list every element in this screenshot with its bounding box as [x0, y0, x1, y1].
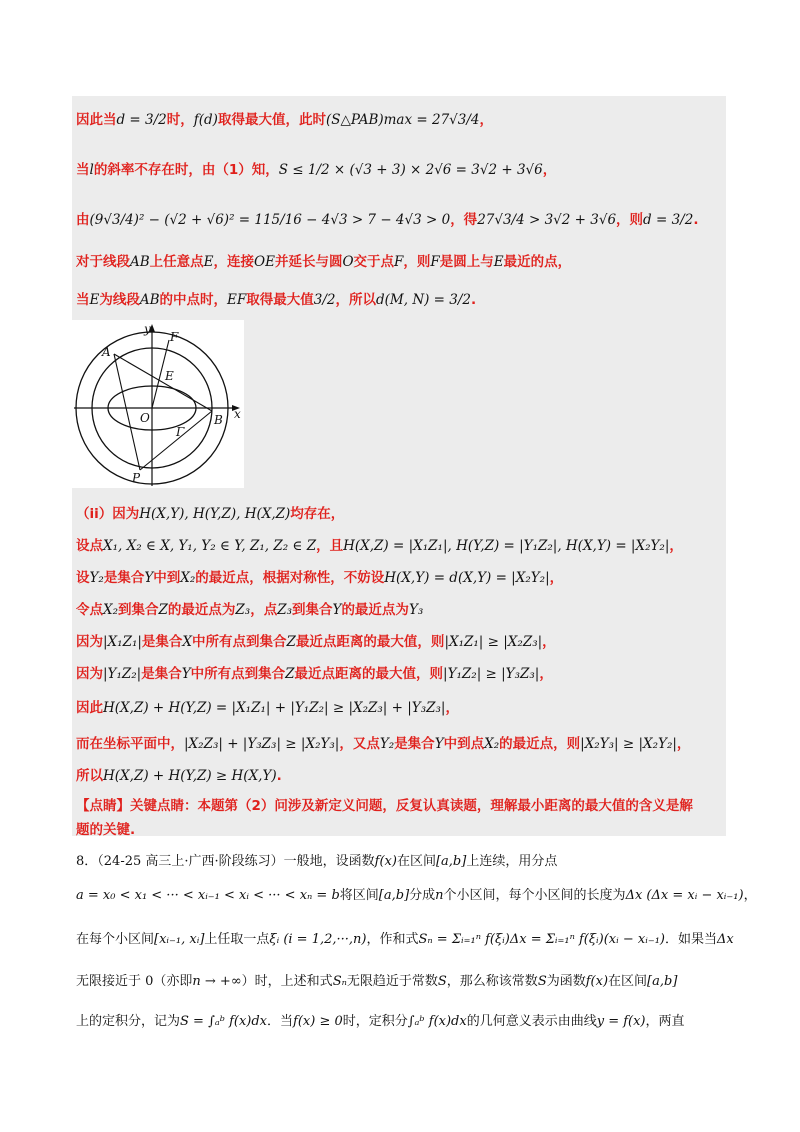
label-gamma: Γ: [176, 425, 185, 439]
text: ，所以: [335, 292, 376, 308]
formula: Y₃: [408, 602, 424, 618]
formula: H(X,Z) + H(Y,Z) ≥ H(X,Y): [103, 768, 277, 784]
formula: O: [342, 254, 354, 270]
formula: f(x): [585, 974, 609, 989]
text: 是集合: [103, 570, 145, 586]
solution-line-4: [76, 250, 571, 270]
formula: E: [493, 254, 504, 270]
formula: d = 3/2: [116, 112, 167, 128]
text: ，连接: [213, 254, 255, 270]
formula: S ≤ 1/2 × (√3 + 3) × 2√6 = 3√2 + 3√6: [278, 162, 543, 178]
text: 中到: [153, 570, 181, 586]
formula: Z₃: [235, 602, 251, 618]
segment-ap: [114, 354, 140, 470]
text: 因此当: [76, 112, 117, 128]
text: ，则: [403, 254, 431, 270]
text: ，: [743, 888, 757, 903]
formula: |X₂Z₃| + |Y₃Z₃| ≥ |X₂Y₃|: [184, 736, 340, 752]
text: 时，: [166, 112, 194, 128]
solution-line-11: [76, 662, 553, 682]
formula: [a,b]: [435, 854, 467, 869]
formula: |Y₁Z₂| ≥ |Y₃Z₃|: [443, 666, 540, 682]
label-x: x: [234, 407, 241, 421]
solution-line-3: [76, 208, 698, 228]
text: ，作和式: [366, 932, 419, 947]
text: 将区间: [339, 888, 379, 903]
text: 取得最大值: [246, 292, 314, 308]
formula: |X₂Y₃| ≥ |X₂Y₂|: [580, 736, 677, 752]
text: .: [471, 292, 477, 308]
formula: Y: [144, 570, 154, 586]
text: 到集合: [118, 602, 159, 618]
formula: Y₂: [379, 736, 395, 752]
formula: S: [437, 974, 447, 989]
formula: f(x): [374, 854, 397, 869]
text: ，: [445, 700, 459, 716]
formula: Z: [286, 634, 296, 650]
solution-line-14: [76, 764, 282, 784]
key-point-line-2: 题的关键.: [76, 822, 136, 838]
text: 上任意点: [149, 254, 204, 270]
geometry-figure: [72, 320, 244, 488]
solution-line-1: [76, 108, 493, 128]
key-point-line-1: 【点睛】关键点睛：本题第（2）问涉及新定义问题，反复认真读题，理解最小距离的最大值的含义是解: [76, 798, 693, 814]
formula: ξᵢ (i = 1,2,···,n): [269, 932, 367, 947]
solution-line-5: [76, 288, 476, 308]
formula: X₂: [484, 736, 500, 752]
formula: d = 3/2: [643, 212, 694, 228]
problem-line-4: [76, 970, 736, 989]
text: ，: [542, 162, 557, 178]
text: ．如果当: [665, 932, 718, 947]
formula: n → +∞: [192, 974, 242, 989]
text: 令点: [76, 602, 103, 618]
text: 的中点时，: [159, 292, 228, 308]
formula: S: [537, 974, 547, 989]
formula: Z: [158, 602, 168, 618]
text: .: [693, 212, 699, 228]
text: 的最近点，根据对称性，不妨设: [195, 570, 385, 586]
formula: [a,b]: [647, 974, 678, 989]
text: 最近点距离的最大值，则: [295, 634, 445, 650]
text: 在每个小区间: [76, 932, 155, 947]
formula: F: [430, 254, 440, 270]
formula: E: [203, 254, 214, 270]
formula: Y₂: [89, 570, 104, 586]
formula: Δx: [717, 932, 734, 947]
text: ，且: [316, 538, 344, 554]
formula: Z: [285, 666, 295, 682]
formula: Z₃: [277, 602, 293, 618]
text: ，: [542, 634, 556, 650]
formula: a = x₀ < x₁ < ··· < xᵢ₋₁ < xᵢ < ··· < xₙ = b: [76, 888, 340, 903]
text: 并延长与圆: [274, 254, 343, 270]
text: ，: [669, 538, 683, 554]
formula: f(x) ≥ 0: [293, 1014, 343, 1029]
formula: X₁, X₂ ∈ X, Y₁, Y₂ ∈ Y, Z₁, Z₂ ∈ Z: [103, 538, 317, 554]
formula: X₂: [180, 570, 196, 586]
text: 到集合: [292, 602, 333, 618]
text: 在区间: [608, 974, 648, 989]
label-p: P: [132, 471, 141, 485]
formula: OE: [254, 254, 275, 270]
formula: l: [89, 162, 94, 178]
text: 是集合: [141, 634, 183, 650]
solution-line-2: [76, 158, 556, 178]
formula: y = f(x): [596, 1014, 646, 1029]
formula: (9√3/4)² − (√2 + √6)² = 115/16 − 4√3 > 7 − 4√3 > 0: [89, 212, 451, 228]
text: 的斜率不存在时，由（1）知，: [93, 162, 279, 178]
formula: EF: [227, 292, 247, 308]
text: 分成: [409, 888, 436, 903]
formula: AB: [139, 292, 160, 308]
label-e: E: [165, 369, 174, 383]
formula: X₂: [103, 602, 119, 618]
text: ，则: [616, 212, 644, 228]
text: 所以: [76, 768, 103, 784]
text: 无限趋近于常数: [346, 974, 438, 989]
formula: F: [394, 254, 404, 270]
text: 当: [76, 162, 90, 178]
text: 因为: [76, 634, 103, 650]
text: 由: [76, 212, 90, 228]
text: 最近的点，: [503, 254, 572, 270]
text: ，点: [250, 602, 278, 618]
solution-line-12: [76, 696, 459, 716]
text: 的最近点为: [341, 602, 409, 618]
text: 是圆上与: [439, 254, 494, 270]
text: ，: [479, 112, 493, 128]
formula: 27√3/4 > 3√2 + 3√6: [477, 212, 617, 228]
text: （ii）因为: [76, 506, 140, 522]
label-f: F: [170, 330, 179, 344]
text: ，: [676, 736, 691, 752]
problem-line-2: [76, 884, 757, 903]
text: 设: [76, 570, 90, 586]
formula: X: [182, 634, 193, 650]
formula: [xᵢ₋₁, xᵢ]: [154, 932, 205, 947]
label-o: O: [140, 411, 150, 425]
solution-line-7: [76, 534, 683, 554]
problem-line-3: [76, 928, 736, 947]
formula: Y: [181, 666, 191, 682]
formula: |X₁Z₁|: [103, 634, 142, 650]
label-y: y: [144, 322, 151, 336]
formula: H(X,Y), H(Y,Z), H(X,Z): [139, 506, 291, 522]
formula: |X₁Z₁| ≥ |X₂Z₃|: [444, 634, 543, 650]
text: ．当: [267, 1014, 294, 1029]
formula: AB: [130, 254, 150, 270]
text: 8．（24-25 高三上·广西·阶段练习）一般地，设函数: [76, 854, 375, 869]
text: 因此: [76, 700, 103, 716]
text: 因为: [76, 666, 103, 682]
formula: Y: [434, 736, 444, 752]
text: ，: [549, 570, 564, 586]
text: 个小区间，每个小区间的长度为: [443, 888, 626, 903]
formula: ∫ₐᵇ f(x)dx: [407, 1014, 467, 1029]
problem-line-1: [76, 850, 736, 869]
text: 的最近点为: [167, 602, 236, 618]
formula: [a,b]: [378, 888, 410, 903]
text: 而在坐标平面中，: [76, 736, 184, 752]
text: 中到点: [443, 736, 485, 752]
formula: n: [435, 888, 444, 903]
text: ）时，上述和式: [241, 974, 333, 989]
text: 中所有点到集合: [190, 666, 286, 682]
problem-line-5: [76, 1010, 736, 1029]
text: 均存在，: [290, 506, 345, 522]
text: .: [276, 768, 282, 784]
solution-line-6: [76, 502, 344, 522]
formula: E: [89, 292, 100, 308]
circle-ellipse-diagram: [72, 320, 244, 488]
text: 在区间: [396, 854, 436, 869]
text: 为线段: [99, 292, 140, 308]
text: 最近点距离的最大值，则: [294, 666, 444, 682]
solution-line-13: [76, 732, 690, 752]
text: 设点: [76, 538, 103, 554]
formula: H(X,Z) + H(Y,Z) = |X₁Z₁| + |Y₁Z₂| ≥ |X₂Z₃| + |Y₃Z₃|: [103, 700, 446, 716]
text: 上的定积分，记为: [76, 1014, 181, 1029]
text: ，得: [450, 212, 478, 228]
text: 是集合: [141, 666, 182, 682]
formula: Δx (Δx = xᵢ − xᵢ₋₁): [625, 888, 744, 903]
formula: S = ∫ₐᵇ f(x)dx: [180, 1014, 268, 1029]
text: ，两直: [645, 1014, 685, 1029]
text: 取得最大值，此时: [217, 112, 326, 128]
formula: 3/2: [313, 292, 336, 308]
text: ，: [539, 666, 553, 682]
formula: Y: [332, 602, 342, 618]
label-b: B: [214, 413, 223, 427]
text: 时，定积分: [342, 1014, 408, 1029]
text: 是集合: [394, 736, 435, 752]
text: 无限接近于 0（亦即: [76, 974, 193, 989]
text: 中所有点到集合: [192, 634, 287, 650]
text: 交于点: [353, 254, 395, 270]
formula: d(M, N) = 3/2: [376, 292, 472, 308]
text: ，又点: [339, 736, 380, 752]
text: 对于线段: [76, 254, 130, 270]
formula: Sₙ = Σᵢ₌₁ⁿ f(ξᵢ)Δx = Σᵢ₌₁ⁿ f(ξᵢ)(xᵢ − xᵢ₋₁): [418, 932, 665, 947]
text: ，那么称该常数: [446, 974, 538, 989]
solution-line-10: [76, 630, 556, 650]
formula: |Y₁Z₂|: [103, 666, 142, 682]
segment-pb: [140, 411, 212, 470]
formula: H(X,Y) = d(X,Y) = |X₂Y₂|: [384, 570, 550, 586]
text: 上连续，用分点: [466, 854, 558, 869]
formula: (S△PAB)max = 27√3/4: [325, 112, 480, 128]
text: 的几何意义表示由曲线: [466, 1014, 597, 1029]
formula: Sₙ: [332, 974, 347, 989]
formula: f(d): [193, 112, 218, 128]
text: 当: [76, 292, 90, 308]
formula: H(X,Z) = |X₁Z₁|, H(Y,Z) = |Y₁Z₂|, H(X,Y) = |X₂Y₂|: [343, 538, 670, 554]
solution-line-8: [76, 566, 563, 586]
text: 的最近点，则: [499, 736, 581, 752]
label-a: A: [102, 345, 111, 359]
text: 上任取一点: [204, 932, 270, 947]
text: 为函数: [546, 974, 586, 989]
solution-line-9: [76, 598, 423, 618]
